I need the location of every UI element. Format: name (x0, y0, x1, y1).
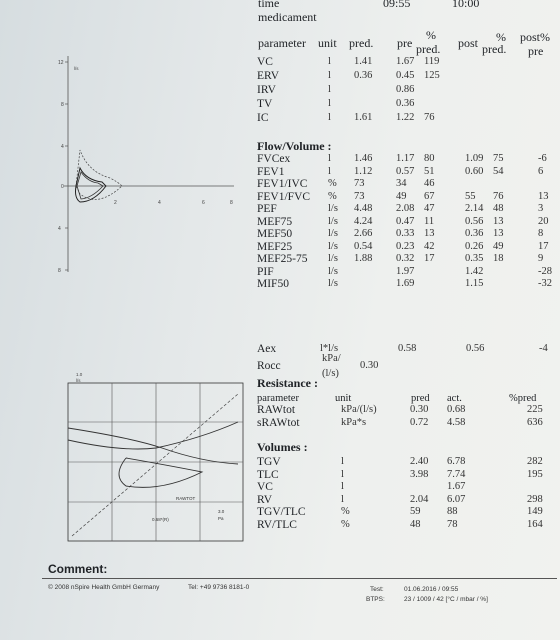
post-pct-pred: 48 (493, 203, 504, 214)
y-unit: l/s (74, 66, 79, 71)
resistance-row (257, 416, 557, 430)
pre-value: 0.36 (396, 98, 415, 109)
pre-value: 1.17 (396, 153, 415, 164)
pct-pred-value: 636 (527, 416, 543, 428)
pred-value: 3.98 (410, 468, 429, 480)
post-pct-pred: 75 (493, 153, 504, 164)
pre-value: 1.97 (396, 265, 415, 277)
resistance-chart (52, 368, 248, 558)
y-unit-label: l/s (76, 378, 81, 383)
post-value: 0.56 (465, 215, 484, 227)
pre-value: 0.47 (396, 215, 415, 227)
param-unit: l/s (328, 215, 338, 227)
post-pct-pred: 49 (493, 240, 504, 252)
param-unit: l (341, 493, 344, 505)
param-name: RV (257, 493, 273, 506)
pred-value: 4.48 (354, 203, 373, 214)
param-name: TGV (257, 456, 281, 468)
param-name: RAWtot (257, 404, 296, 416)
resistance-svg (52, 368, 248, 558)
x-tick-4: 4 (158, 200, 161, 206)
post-pct-pred: 54 (493, 165, 504, 177)
pre-value: 1.22 (396, 112, 415, 123)
col-pre: pre (397, 36, 413, 50)
param-name: RV/TLC (257, 518, 297, 531)
aex-name: Aex (257, 343, 277, 355)
param-unit: l/s (328, 203, 338, 214)
aex-chg: -4 (539, 343, 548, 354)
time-label: time (258, 0, 280, 10)
comment-label: Comment: (48, 562, 108, 576)
res-col-act: act. (447, 393, 462, 404)
volume-row (257, 83, 557, 97)
pred-value: 0.72 (410, 416, 429, 428)
res-col-pred: pred (411, 393, 430, 404)
pred-value: 2.40 (410, 456, 429, 467)
param-name: MIF50 (257, 278, 289, 290)
col-pred: pred. (349, 36, 374, 50)
post-value: 1.15 (465, 278, 484, 289)
pred-value: 48 (410, 518, 421, 530)
volumes-title: Volumes : (257, 440, 308, 454)
pred-value: 0.36 (354, 70, 373, 81)
post-pct-pred: 18 (493, 253, 504, 264)
post-value: 0.35 (465, 253, 484, 264)
pct-pred-value: 195 (527, 468, 543, 480)
legend-label: RAWTOT (176, 496, 196, 501)
legend-values: 0.68*(R) (152, 517, 169, 522)
col-parameter: parameter (258, 36, 306, 50)
post-value: 55 (465, 190, 476, 202)
post-value: 0.26 (465, 240, 484, 252)
y-tick-neg8: 8 (58, 268, 61, 274)
pre-pct-pred: 51 (424, 165, 435, 177)
time-pre: 09:55 (383, 0, 411, 10)
param-unit: l (328, 56, 331, 67)
col-postpct-top: post% (520, 30, 550, 44)
actual-value: 1.67 (447, 481, 466, 492)
col-post: post (458, 36, 479, 50)
col-pct-bottom: pred. (416, 42, 441, 56)
pct-pred-value: 164 (527, 518, 543, 530)
footer-divider (42, 578, 557, 579)
actual-value: 6.07 (447, 493, 466, 505)
param-name: TLC (257, 468, 279, 481)
pre-value: 0.32 (396, 253, 415, 264)
pre-value: 34 (396, 178, 407, 189)
volume-row (257, 97, 557, 111)
pred-value: 1.41 (354, 56, 373, 67)
aex-row (257, 342, 557, 356)
param-name: IRV (257, 84, 276, 96)
post-pct-pre: -28 (538, 265, 552, 277)
pre-value: 0.23 (396, 240, 415, 252)
actual-value: 6.78 (447, 456, 466, 467)
param-name: FEV1/FVC (257, 190, 311, 203)
param-name: ERV (257, 70, 280, 82)
rocc-name: Rocc (257, 360, 281, 372)
legend-scale-bottom: Pa (218, 516, 224, 521)
x-tick-6: 6 (202, 200, 205, 206)
resistance-curve-upper (68, 428, 238, 464)
param-unit: l (328, 165, 331, 177)
y-ticks (58, 60, 79, 274)
volume-row (257, 111, 557, 125)
col-post-pct-bottom: pred. (482, 42, 507, 56)
post-pct-pre: 8 (538, 228, 544, 239)
y-tick-4: 4 (61, 144, 64, 150)
param-name: IC (257, 112, 269, 124)
param-name: MEF25-75 (257, 253, 308, 265)
post-pct-pre: 13 (538, 190, 549, 202)
rocc-unit-bottom: (l/s) (322, 368, 339, 379)
reference-line (72, 394, 238, 536)
pre-pct-pred: 13 (424, 228, 435, 239)
pct-pred-value: 282 (527, 456, 543, 467)
param-name: TGV/TLC (257, 506, 306, 518)
y-top-label: 1.0 (76, 372, 83, 377)
param-unit: kPa*s (341, 416, 367, 428)
medicament-label: medicament (258, 10, 317, 24)
param-unit: l/s (328, 278, 338, 289)
param-name: MEF50 (257, 228, 293, 240)
footer-btps-label: BTPS: (366, 596, 385, 603)
param-unit: % (328, 178, 337, 189)
post-pct-pre: 20 (538, 215, 549, 227)
param-unit: l/s (328, 228, 338, 239)
pre-value: 0.33 (396, 228, 415, 239)
pre-pct-pred: 125 (424, 70, 440, 81)
footer-copyright: © 2008 nSpire Health GmbH Germany (48, 584, 160, 591)
pred-value: 73 (354, 178, 365, 189)
footer-test-value: 01.06.2016 / 09:55 (404, 586, 459, 593)
footer-tel: Tel: +49 9736 8181-0 (188, 584, 250, 591)
y-tick-8: 8 (61, 102, 64, 108)
post-pct-pred: 13 (493, 215, 504, 227)
pred-value: 1.88 (354, 253, 373, 264)
x-tick-2: 2 (114, 200, 117, 206)
pre-value: 0.45 (396, 70, 415, 81)
param-unit: l (328, 84, 331, 95)
flow-volume-svg (58, 52, 238, 302)
post-pct-pred: 13 (493, 228, 504, 239)
post-value: 1.09 (465, 153, 484, 164)
pre-pct-pred: 46 (424, 178, 435, 189)
pre-pct-pred: 17 (424, 253, 435, 264)
actual-value: 0.68 (447, 404, 466, 415)
x-ticks (114, 200, 233, 206)
post-value: 1.42 (465, 265, 484, 277)
res-col-unit: unit (335, 393, 352, 404)
param-name: VC (257, 481, 273, 493)
pred-value: 2.66 (354, 228, 373, 239)
pred-value: 1.61 (354, 112, 373, 123)
resistance-loop (119, 458, 202, 487)
pre-pct-pred: 80 (424, 153, 435, 164)
actual-value: 88 (447, 506, 458, 517)
pre-pct-pred: 47 (424, 203, 435, 214)
aex-pre: 0.58 (398, 343, 417, 354)
post-value: 0.60 (465, 165, 484, 177)
param-name: VC (257, 56, 273, 68)
param-name: MEF25 (257, 240, 293, 253)
volumes-row (257, 518, 557, 532)
actual-value: 4.58 (447, 416, 466, 428)
pred-value: 1.46 (354, 153, 373, 164)
param-name: FEV1 (257, 165, 285, 178)
pre-value: 1.67 (396, 56, 415, 67)
y-tick-0: 0 (61, 184, 64, 190)
resistance-title: Resistance : (257, 376, 318, 390)
pre-pct-pred: 67 (424, 190, 435, 202)
post-pct-pre: 17 (538, 240, 549, 252)
param-name: FVCex (257, 153, 291, 165)
param-name: PEF (257, 203, 277, 215)
post-value: 2.14 (465, 203, 484, 214)
col-postpct-bottom: pre (528, 44, 544, 58)
pct-pred-value: 298 (527, 493, 543, 505)
param-name: TV (257, 98, 273, 110)
y-tick-12: 12 (58, 60, 64, 66)
pred-value: 0.30 (410, 404, 429, 415)
pre-pct-pred: 119 (424, 56, 440, 67)
col-unit: unit (318, 36, 337, 50)
footer-btps-value: 23 / 1009 / 42 [°C / mbar / %] (404, 596, 488, 603)
post-pct-pre: 6 (538, 165, 544, 177)
pre-value: 1.69 (396, 278, 415, 289)
param-unit: l (328, 112, 331, 123)
y-tick-neg4: 4 (58, 226, 61, 232)
param-name: PIF (257, 265, 274, 278)
post-pct-pre: 9 (538, 253, 544, 264)
pred-value: 59 (410, 506, 421, 517)
res-col-pctpred: %pred (509, 393, 537, 404)
pred-value: 2.04 (410, 493, 429, 505)
param-unit: l (341, 481, 344, 492)
pct-pred-value: 149 (527, 506, 543, 517)
legend-scale-top: 3.0 (218, 509, 225, 514)
aex-unit: l*l/s (320, 343, 339, 354)
flow-volume-row (257, 277, 557, 291)
flow-volume-chart (58, 52, 238, 302)
rocc-pred: 0.30 (360, 360, 379, 371)
rocc-unit-top: kPa/ (322, 353, 341, 364)
footer-test-label: Test: (370, 586, 384, 593)
param-name: MEF75 (257, 215, 293, 228)
post-pct-pre: -6 (538, 153, 547, 164)
post-pct-pre: -32 (538, 278, 552, 289)
param-unit: l (328, 153, 331, 164)
col-post-pct-top: % (496, 30, 506, 44)
param-unit: l (341, 456, 344, 467)
param-unit: % (341, 518, 350, 530)
res-col-parameter: parameter (257, 393, 299, 404)
param-unit: l/s (328, 253, 338, 264)
param-unit: l/s (328, 265, 338, 277)
pre-pct-pred: 42 (424, 240, 435, 252)
aex-post: 0.56 (466, 343, 485, 354)
post-pct-pre: 3 (538, 203, 544, 214)
pred-value: 1.12 (354, 165, 373, 177)
param-name: sRAWtot (257, 416, 300, 429)
param-unit: l (328, 70, 331, 81)
pre-pct-pred: 76 (424, 112, 435, 123)
param-unit: l (328, 98, 331, 109)
measured-loop-post (77, 172, 103, 199)
volume-row (257, 69, 557, 83)
col-pct-top: % (426, 28, 436, 42)
actual-value: 78 (447, 518, 458, 530)
pred-value: 4.24 (354, 215, 373, 227)
param-unit: l (341, 468, 344, 480)
pre-value: 2.08 (396, 203, 415, 214)
post-pct-pred: 76 (493, 190, 504, 202)
param-unit: % (328, 190, 337, 202)
post-value: 0.36 (465, 228, 484, 239)
param-unit: % (341, 506, 350, 517)
param-name: FEV1/IVC (257, 178, 308, 190)
flow-volume-title: Flow/Volume : (257, 139, 332, 153)
actual-value: 7.74 (447, 468, 466, 480)
pct-pred-value: 225 (527, 404, 543, 415)
time-post: 10:00 (452, 0, 480, 10)
pre-value: 0.86 (396, 84, 415, 95)
pre-pct-pred: 11 (424, 215, 435, 227)
param-unit: l/s (328, 240, 338, 252)
param-unit: kPa/(l/s) (341, 404, 377, 415)
x-tick-8: 8 (230, 200, 233, 206)
pre-value: 0.57 (396, 165, 415, 177)
pre-value: 49 (396, 190, 407, 202)
volume-row (257, 55, 557, 69)
pred-value: 73 (354, 190, 365, 202)
pred-value: 0.54 (354, 240, 373, 252)
